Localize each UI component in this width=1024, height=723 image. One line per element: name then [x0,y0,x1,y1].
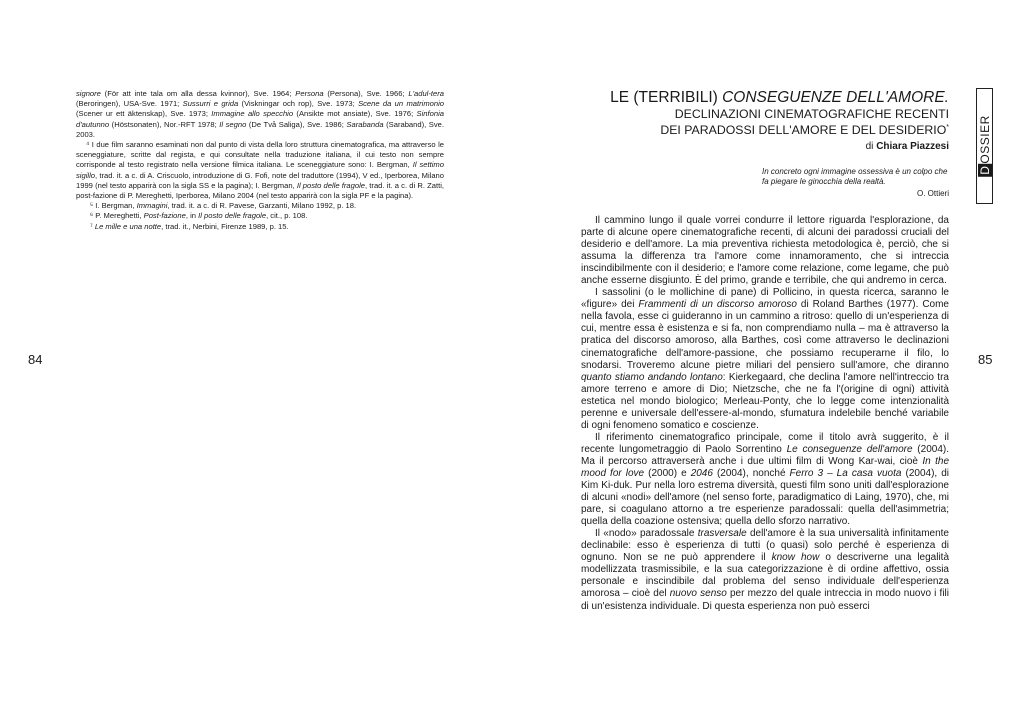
article-author: di Chiara Piazzesi [865,141,949,153]
footnotes [76,89,444,232]
section-tab-dossier [976,88,993,204]
footnote-5: ⁵ I. Bergman, Immagini, trad. it. a c. di R. Pavese, Garzanti, Milano 1992, p. 18. [90,201,357,211]
paragraph-4: Il «nodo» paradossale trasversale dell'amore è la sua universalità infinitamente declinabile: esso è esperienza di tutti (o quasi) solo perché è esperienza di ognuno. Non se ne può apprendere il know how o descriverne una legalità modellizzata trasmissibile, e la sua categorizzazione è di ordine affettivo, ossia personale e inscindibile dal problema del senso individuale dell'esperienza amorosa – cioè del nuovo senso per mezzo del quale intreccia in modo nuovo i fili di un'esistenza individuale. Di questa esperienza non può esserci [581,528,950,612]
footnote-3-continued: signore (För att inte tala om alla dessa kvinnor), Sve. 1964; Persona (Persona), Sve. 1966; L'adul-tera (Beroringen), USA-Sve. 1971; Sussurri e grida (Viskningar och rop), Sve. 1973; Scene da un matrimonio (Scener ur ett äktenskap), Sve. 1973; Immagine allo specchio (Ansikte mot ansiate), Sve. 1976; Sinfonia d'autunno (Höstsonaten), Nor.-RFT 1978; Il segno (De Två Saliga), Sve. 1986; Sarabanda (Saraband), Sve. 2003. [76,89,445,139]
epigraph-source: O. Ottieri [916,188,949,198]
page-number-right: 85 [978,352,993,367]
paragraph-3: Il riferimento cinematografico principale, come il titolo avrà suggerito, è il recente lungometraggio di Paolo Sorrentino Le conseguenze dell'amore (2004). Ma il percorso attraverserà anche i due ultimi film di Wong Kar-wai, cioè In the mood for love (2000) e 2046 (2004), nonché Ferro 3 – La casa vuota (2004), di Kim Ki-duk. Pur nella loro estrema diversità, questi film sono uniti dall'esplorazione di alcuni «nodi» dell'amore (nel senso forte, paradigmatico di Laing, 1970), che, mi pare, si coagulano attorno a tre esperienze paradossali: quella dell'asimmetria; quella della coazione ostensiva; quella dello sforzo narrativo. [581,431,949,528]
footnote-7: ⁷ Le mille e una notte, trad. it., Nerbini, Firenze 1989, p. 15. [90,221,289,231]
article-header [529,89,949,152]
section-tab-label: DOSSIER [977,115,992,175]
article-body [581,215,949,613]
footnote-6: ⁶ P. Mereghetti, Post-fazione, in Il posto delle fragole, cit., p. 108. [90,211,308,221]
article-subtitle-line-2: DEI PARADOSSI DELL'AMORE E DEL DESIDERIO* [660,123,949,138]
footnote-4: ⁴ I due film saranno esaminati non dal punto di vista della loro struttura cinematografica, ma attraverso le sceneggiature, scritte dal regista, e qui consultate nella traduzione italiana, il cui testo non sempre corrisponde al testo registrato nella versione filmica italiana. Le sceneggiature sono: I. Bergman, Il settimo sigillo, trad. it. a c. di A. Criscuolo, introduzione di G. Fofi, note del traduttore (1994), V ed., Iperborea, Milano 1999 (nel testo apparirà con la sigla SS e la pagina); I. Bergman, Il posto delle fragole, trad. it. a c. di R. Zatti, post-fazione di P. Mereghetti, Iperborea, Milano 2004 (nel testo apparirà con la sigla PF e la pagina). [76,140,444,201]
paragraph-2: I sassolini (o le mollichine di pane) di Pollicino, in questa ricerca, saranno le «figure» dei Frammenti di un discorso amoroso di Roland Barthes (1977). Come nella favola, esse ci guideranno in un cammino a ritroso: quello di un'esperienza di cui, mentre essa è esistenza e si fa, non comprendiamo nulla – ma è attraverso la pratica del discorso amoroso, alla Barthes, così come attraverso le declinazioni cinematografiche dell'amore-passione, che possiamo recuperarne il filo, lo snodarsi. Troveremo alcune pietre miliari del pensiero sull'amore, che diranno quanto stiamo andando lontano: Kierkegaard, che declina l'amore nell'intreccio tra amore terreno e amore di Dio; Nietzsche, che ne fa l'(origine di ogni) attività estetica nel mondo biologico; Merleau-Ponty, che lo legge come intenzionalità perenne e universale dell'essere-al-mondo, sfumatura indelebile benché variabile di ogni fenomeno somatico e coscienze. [581,287,949,431]
page-number-left: 84 [28,352,43,367]
paragraph-1: Il cammino lungo il quale vorrei condurre il lettore riguarda l'esplorazione, da parte di alcune opere cinematografiche recenti, di alcuni dei paradossi cruciali del desiderio e dell'amore. La mia preventiva richiesta metodologica è, perciò, che si assuma la differenza tra l'amore come innamoramento, che si intreccia inscindibilmente con il desiderio; e l'amore come relazione, come legame, che può anche esserne disgiunto. È del primo, grande e terribile, che qui andremo in cerca. [581,215,949,287]
epigraph-quote: In concreto ogni immagine ossessiva è un colpo che fa piegare le ginocchia della realtà. [762,167,948,187]
article-title: LE (TERRIBILI) CONSEGUENZE DELL'AMORE. [610,89,949,106]
epigraph [762,167,949,199]
article-subtitle-line-1: DECLINAZIONI CINEMATOGRAFICHE RECENTI [674,107,949,121]
